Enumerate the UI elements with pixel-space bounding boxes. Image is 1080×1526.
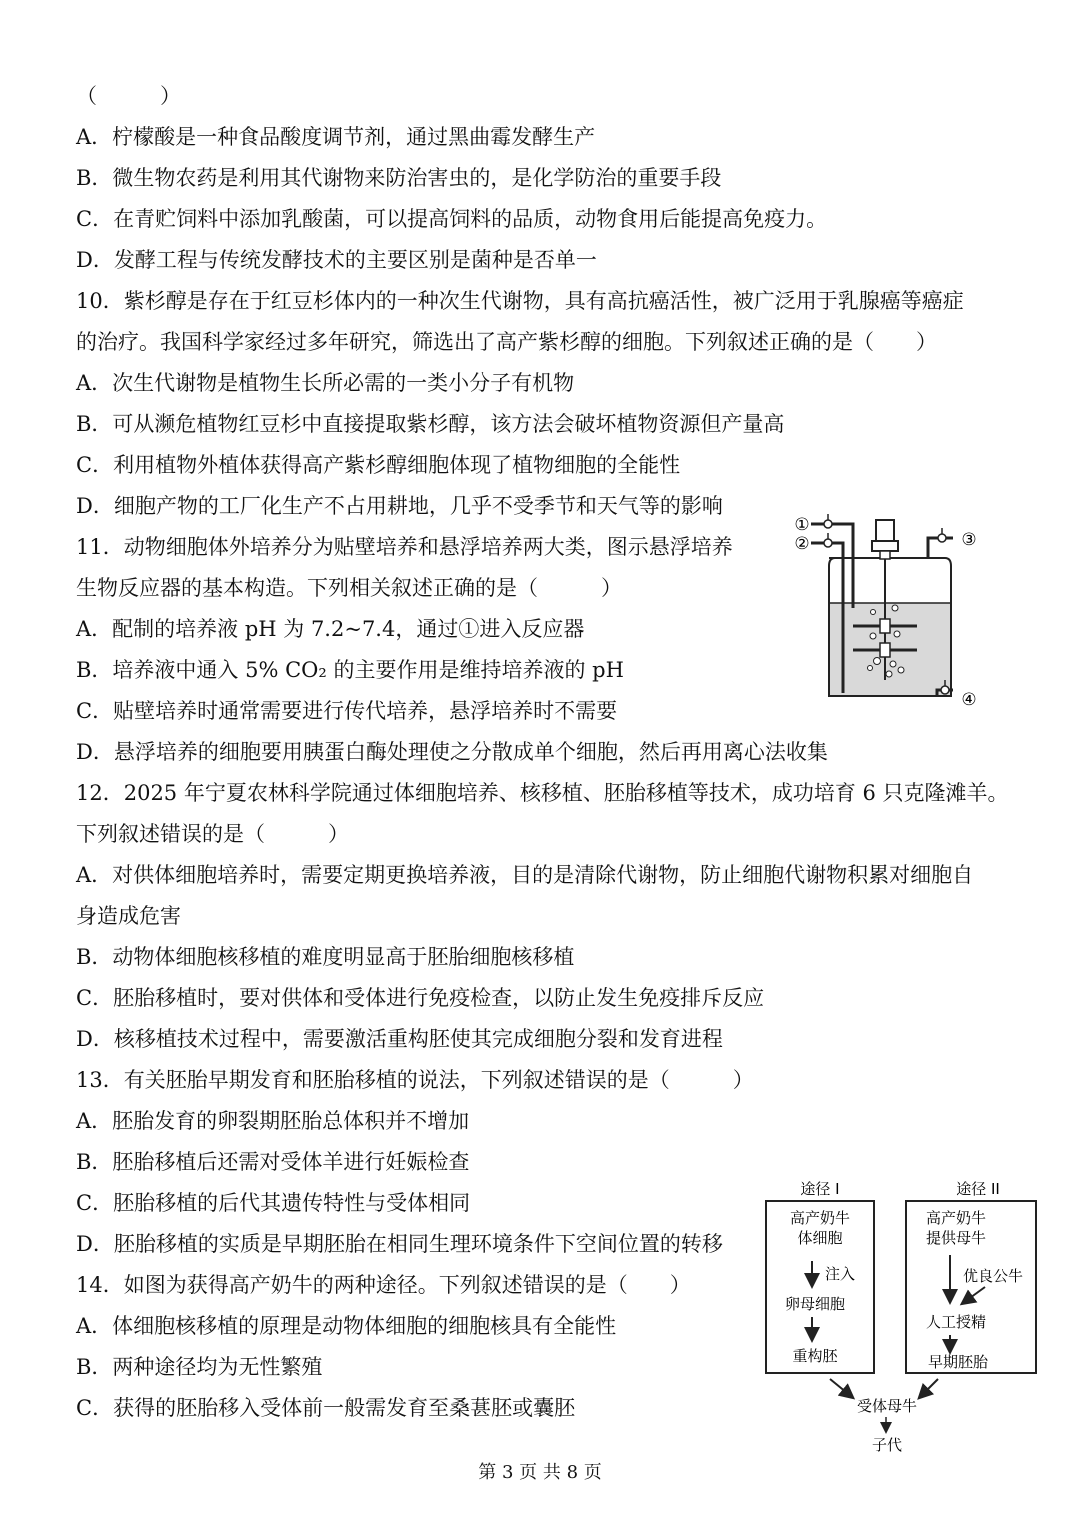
q11-option-b: B．培养液中通入 5% CO₂ 的主要作用是维持培养液的 pH — [76, 658, 624, 682]
label-4: ④ — [961, 690, 977, 710]
path2-ai: 人工授精 — [925, 1313, 987, 1331]
path2-embryo: 早期胚胎 — [927, 1353, 989, 1371]
path1-box-line2: 体细胞 — [797, 1229, 843, 1247]
q12-option-b: B．动物体细胞核移植的难度明显高于胚胎细胞核移植 — [76, 945, 575, 969]
q14-stem: 14．如图为获得高产奶牛的两种途径。下列叙述错误的是（ ） — [76, 1273, 691, 1297]
q13-option-c: C．胚胎移植的后代其遗传特性与受体相同 — [76, 1191, 471, 1215]
path2-box-line2: 提供母牛 — [925, 1229, 987, 1247]
recipient-cow: 受体母牛 — [856, 1397, 918, 1415]
page-number: 第 3 页 共 8 页 — [478, 1462, 602, 1483]
path2-title: 途径 II — [956, 1180, 1000, 1198]
q12-stem-line2: 下列叙述错误的是（ ） — [76, 822, 349, 846]
path1-inject: 注入 — [824, 1265, 856, 1283]
q11-stem-line1: 11．动物细胞体外培养分为贴壁培养和悬浮培养两大类，图示悬浮培养 — [76, 535, 733, 559]
q13-stem: 13．有关胚胎早期发育和胚胎移植的说法，下列叙述错误的是（ ） — [76, 1068, 754, 1092]
q12-option-c: C．胚胎移植时，要对供体和受体进行免疫检查，以防止发生免疫排斥反应 — [76, 986, 765, 1010]
q14-option-c: C．获得的胚胎移入受体前一般需发育至桑葚胚或囊胚 — [76, 1396, 576, 1420]
q9-paren: （ ） — [76, 84, 181, 108]
motor — [876, 520, 894, 542]
q11-option-a: A．配制的培养液 pH 为 7.2~7.4，通过①进入反应器 — [76, 617, 585, 641]
path1-box-line1: 高产奶牛 — [789, 1209, 851, 1227]
q9-option-c: C．在青贮饲料中添加乳酸菌，可以提高饲料的品质，动物食用后能提高免疫力。 — [76, 207, 828, 231]
bioreactor-figure — [785, 508, 985, 713]
q11-stem-line2: 生物反应器的基本构造。下列相关叙述正确的是（ ） — [76, 576, 622, 600]
q10-option-d: D．细胞产物的工厂化生产不占用耕地，几乎不受季节和天气等的影响 — [76, 494, 723, 518]
q13-option-b: B．胚胎移植后还需对受体羊进行妊娠检查 — [76, 1150, 470, 1174]
q14-option-a: A．体细胞核移植的原理是动物体细胞的细胞核具有全能性 — [76, 1314, 617, 1338]
q12-option-d: D．核移植技术过程中，需要激活重构胚使其完成细胞分裂和发育进程 — [76, 1027, 723, 1051]
q9-option-b: B．微生物农药是利用其代谢物来防治害虫的，是化学防治的重要手段 — [76, 166, 722, 190]
path1-title: 途径 I — [800, 1180, 840, 1198]
q11-option-d: D．悬浮培养的细胞要用胰蛋白酶处理使之分散成单个细胞，然后再用离心法收集 — [76, 740, 828, 764]
q12-stem-line1: 12．2025 年宁夏农林科学院通过体细胞培养、核移植、胚胎移植等技术，成功培育 6 只克隆滩羊。 — [76, 781, 1009, 805]
q10-option-b: B．可从濒危植物红豆杉中直接提取紫杉醇，该方法会破坏植物资源但产量高 — [76, 412, 785, 436]
q10-stem-line1: 10．紫杉醇是存在于红豆杉体内的一种次生代谢物，具有高抗癌活性，被广泛用于乳腺癌等癌症 — [76, 289, 964, 313]
offspring: 子代 — [871, 1436, 903, 1454]
q9-option-a: A．柠檬酸是一种食品酸度调节剂，通过黑曲霉发酵生产 — [76, 125, 596, 149]
q10-stem-line2: 的治疗。我国科学家经过多年研究，筛选出了高产紫杉醇的细胞。下列叙述正确的是（ ） — [76, 330, 937, 354]
path2-bull: 优良公牛 — [962, 1267, 1024, 1285]
q13-option-a: A．胚胎发育的卵裂期胚胎总体积并不增加 — [76, 1109, 470, 1133]
q9-option-d: D．发酵工程与传统发酵技术的主要区别是菌种是否单一 — [76, 248, 597, 272]
label-1: ① — [794, 515, 810, 535]
path1-embryo: 重构胚 — [792, 1347, 838, 1365]
path1-egg: 卵母细胞 — [784, 1295, 846, 1313]
cow-pathway-figure — [760, 1175, 1045, 1455]
q11-option-c: C．贴壁培养时通常需要进行传代培养，悬浮培养时不需要 — [76, 699, 618, 723]
q12-option-a-line2: 身造成危害 — [76, 904, 181, 928]
label-3: ③ — [961, 530, 977, 550]
q10-option-a: A．次生代谢物是植物生长所必需的一类小分子有机物 — [76, 371, 575, 395]
q14-option-b: B．两种途径均为无性繁殖 — [76, 1355, 323, 1379]
q12-option-a-line1: A．对供体细胞培养时，需要定期更换培养液，目的是清除代谢物，防止细胞代谢物积累对细胞自 — [76, 863, 974, 887]
q10-option-c: C．利用植物外植体获得高产紫杉醇细胞体现了植物细胞的全能性 — [76, 453, 681, 477]
path2-box-line1: 高产奶牛 — [925, 1209, 987, 1227]
q13-option-d: D．胚胎移植的实质是早期胚胎在相同生理环境条件下空间位置的转移 — [76, 1232, 723, 1256]
label-2: ② — [794, 534, 810, 554]
